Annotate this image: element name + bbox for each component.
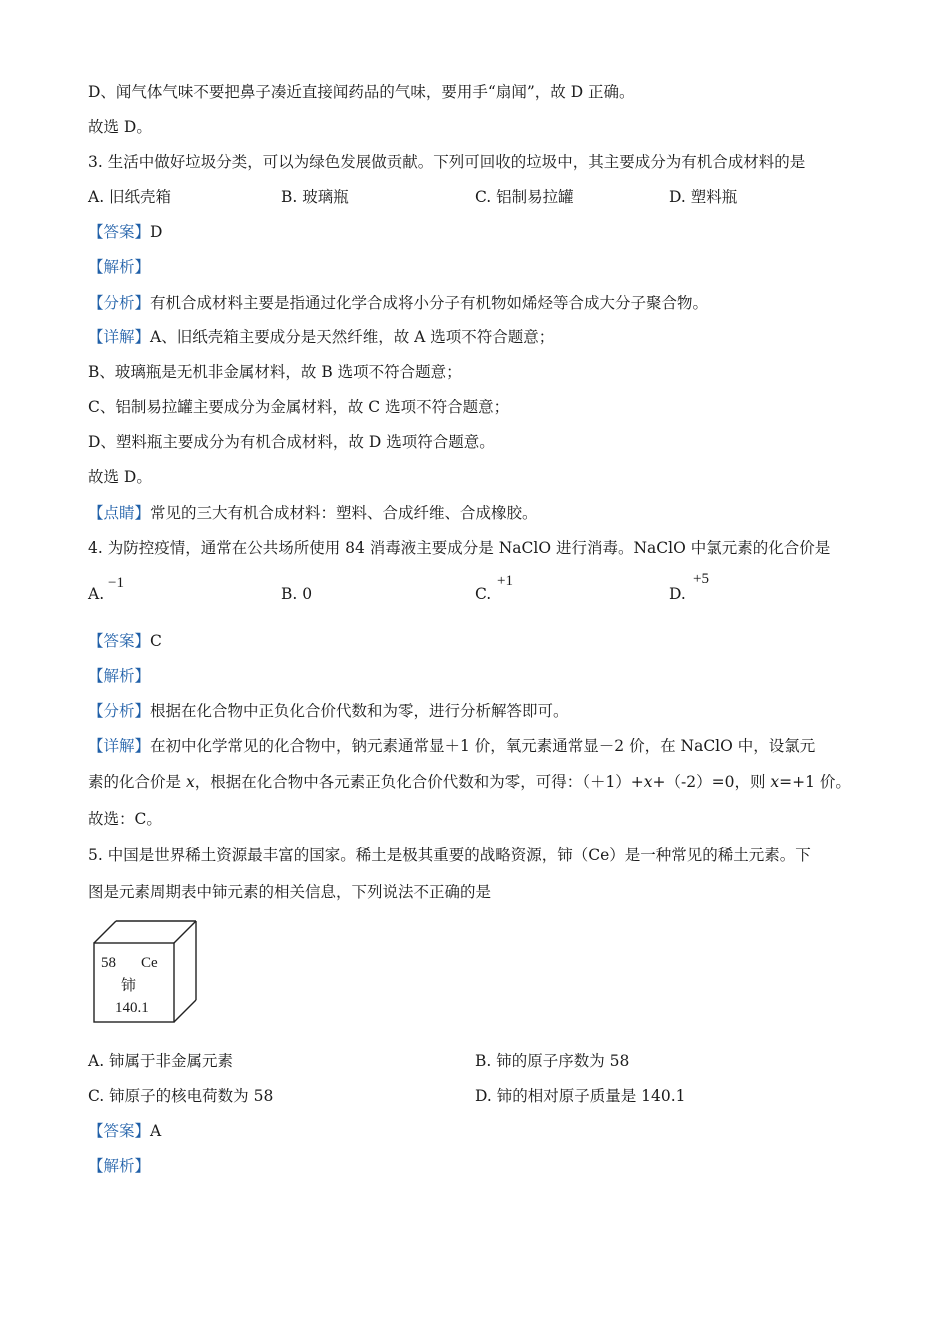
- fenxi-tag: 【分析】: [88, 702, 151, 720]
- answer-line: [88, 1121, 161, 1141]
- variable-x: x: [643, 773, 653, 791]
- q4-option-c-value: +1: [497, 573, 513, 589]
- element-symbol: Ce: [141, 955, 158, 971]
- q4-option-a-value: −1: [108, 575, 124, 591]
- text-fragment: 素的化合价是: [88, 773, 186, 791]
- dianjing-tag: 【点睛】: [88, 504, 151, 522]
- fenxi-text: 根据在化合物中正负化合价代数和为零，进行分析解答即可。: [150, 702, 569, 720]
- q4-option-b: B. 0: [281, 585, 313, 603]
- element-card: [92, 920, 202, 1025]
- fenxi-tag: 【分析】: [88, 294, 151, 312]
- answer-line: [88, 631, 162, 651]
- q4-option-d-value: +5: [693, 571, 709, 587]
- atomic-mass: 140.1: [115, 1000, 149, 1016]
- dianjing-line: [88, 503, 538, 523]
- question-5: 5. 中国是世界稀土资源最丰富的国家。稀土是极其重要的战略资源，铈（Ce）是一种常见的稀土元素。下: [88, 846, 811, 864]
- text-fragment: =+1 价。: [779, 773, 851, 791]
- xiangjie-text: 在初中化学常见的化合物中，钠元素通常显＋1 价，氧元素通常显－2 价，在 NaClO 中，设氯元: [150, 737, 816, 755]
- answer-tag: 【答案】: [88, 1122, 151, 1140]
- answer-value: A: [150, 1122, 162, 1140]
- xiangjie-line: [88, 736, 815, 756]
- text-line: 故选 D。: [88, 468, 152, 486]
- analysis-tag: 【解析】: [88, 258, 151, 276]
- analysis-tag: 【解析】: [88, 667, 151, 685]
- xiangjie-text: A、旧纸壳箱主要成分是天然纤维，故 A 选项不符合题意；: [150, 328, 555, 346]
- q3-option-d: D. 塑料瓶: [669, 188, 738, 206]
- q5-option-b: B. 铈的原子序数为 58: [475, 1052, 630, 1070]
- xiangjie-line: [88, 327, 554, 347]
- xiangjie-tag: 【详解】: [88, 737, 151, 755]
- text-line: 故选 D。: [88, 118, 152, 136]
- text-fragment: +（-2）=0，则: [652, 773, 771, 791]
- text-line: D、塑料瓶主要成分为有机合成材料，故 D 选项符合题意。: [88, 433, 495, 451]
- text-line: C、铝制易拉罐主要成分为金属材料，故 C 选项不符合题意；: [88, 398, 510, 416]
- element-name: 铈: [121, 976, 137, 994]
- question-5-cont: 图是元素周期表中铈元素的相关信息，下列说法不正确的是: [88, 883, 492, 901]
- analysis-tag: 【解析】: [88, 1157, 151, 1175]
- q5-option-d: D. 铈的相对原子质量是 140.1: [475, 1087, 686, 1105]
- text-line: B、玻璃瓶是无机非金属材料，故 B 选项不符合题意；: [88, 363, 462, 381]
- fenxi-line: [88, 701, 569, 721]
- question-3: 3. 生活中做好垃圾分类，可以为绿色发展做贡献。下列可回收的垃圾中，其主要成分为有机合成材料的是: [88, 153, 806, 171]
- text-fragment: ，根据在化合物中各元素正负化合价代数和为零，可得：（＋1）+: [194, 773, 644, 791]
- question-4: 4. 为防控疫情，通常在公共场所使用 84 消毒液主要成分是 NaClO 进行消毒。NaClO 中氯元素的化合价是: [88, 539, 831, 557]
- answer-tag: 【答案】: [88, 632, 151, 650]
- q4-option-d: D.: [669, 585, 686, 603]
- answer-tag: 【答案】: [88, 223, 151, 241]
- q3-option-b: B. 玻璃瓶: [281, 188, 349, 206]
- atomic-number: 58: [101, 955, 116, 971]
- q3-option-a: A. 旧纸壳箱: [88, 188, 172, 206]
- q4-option-c: C.: [475, 585, 492, 603]
- xiangjie-tag: 【详解】: [88, 328, 151, 346]
- text-line: [88, 772, 851, 792]
- text-line: D、闻气体气味不要把鼻子凑近直接闻药品的气味，要用手“扇闻”，故 D 正确。: [88, 83, 635, 101]
- answer-line: [88, 222, 162, 242]
- dianjing-text: 常见的三大有机合成材料：塑料、合成纤维、合成橡胶。: [150, 504, 538, 522]
- q3-option-c: C. 铝制易拉罐: [475, 188, 574, 206]
- q5-option-a: A. 铈属于非金属元素: [88, 1052, 234, 1070]
- q5-option-c: C. 铈原子的核电荷数为 58: [88, 1087, 274, 1105]
- variable-x: x: [185, 773, 195, 791]
- answer-value: D: [150, 223, 163, 241]
- q4-option-a: A.: [88, 585, 105, 603]
- variable-x: x: [770, 773, 780, 791]
- text-line: 故选：C。: [88, 810, 162, 828]
- answer-value: C: [150, 632, 162, 650]
- fenxi-line: [88, 293, 708, 313]
- fenxi-text: 有机合成材料主要是指通过化学合成将小分子有机物如烯烃等合成大分子聚合物。: [150, 294, 709, 312]
